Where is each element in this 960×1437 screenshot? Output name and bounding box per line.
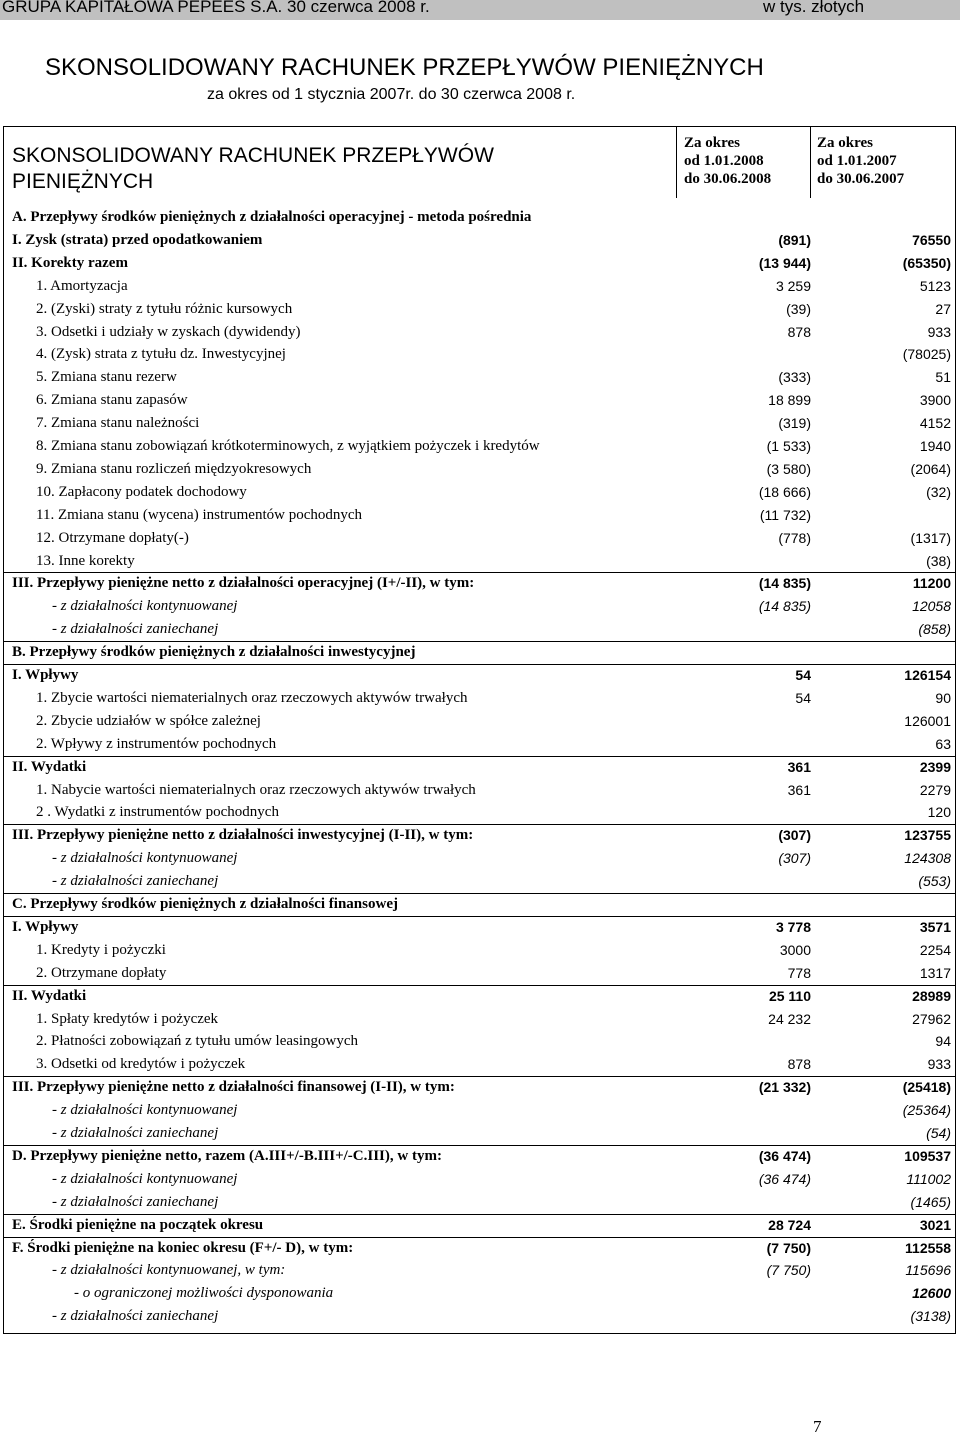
value-2008: 54 bbox=[795, 667, 811, 683]
value-2008: (319) bbox=[778, 415, 811, 431]
table-row bbox=[4, 939, 955, 962]
table-row bbox=[4, 756, 955, 780]
value-2007: 2279 bbox=[919, 782, 951, 798]
value-2008: 25 110 bbox=[768, 988, 811, 1004]
table-row bbox=[4, 527, 955, 550]
value-2008: (14 835) bbox=[758, 575, 811, 591]
value-2007: (1465) bbox=[910, 1194, 951, 1210]
row-label: 1. Kredyty i pożyczki bbox=[36, 942, 166, 958]
value-2007: (38) bbox=[926, 553, 951, 569]
table-row bbox=[4, 1099, 955, 1122]
table-row bbox=[4, 1122, 955, 1145]
value-2008: (36 474) bbox=[758, 1171, 811, 1187]
row-label: E. Środki pieniężne na początek okresu bbox=[12, 1217, 264, 1233]
row-label: A. Przepływy środków pieniężnych z działalności operacyjnej - metoda pośrednia bbox=[12, 209, 532, 225]
table-row bbox=[4, 664, 955, 688]
row-label: - z działalności zaniechanej bbox=[52, 1194, 219, 1210]
value-2007: 109537 bbox=[904, 1148, 951, 1164]
row-label: - z działalności kontynuowanej bbox=[52, 850, 238, 866]
document-title: SKONSOLIDOWANY RACHUNEK PRZEPŁYWÓW PIENIĘŻNYCH bbox=[45, 54, 764, 81]
table-row bbox=[4, 275, 955, 298]
table-row bbox=[4, 779, 955, 802]
column-header-2007: Za okres od 1.01.2007 do 30.06.2007 bbox=[817, 135, 905, 187]
table-row bbox=[4, 985, 955, 1009]
value-2008: 3 778 bbox=[775, 919, 811, 935]
row-label: 11. Zmiana stanu (wycena) instrumentów pochodnych bbox=[36, 507, 363, 523]
table-row bbox=[4, 1191, 955, 1214]
row-label: F. Środki pieniężne na koniec okresu (F+/- D), w tym: bbox=[12, 1240, 354, 1256]
table-row bbox=[4, 962, 955, 985]
value-2008: 18 899 bbox=[768, 392, 811, 408]
value-2007: 124308 bbox=[904, 850, 951, 866]
row-label: - z działalności kontynuowanej bbox=[52, 598, 238, 614]
table-row bbox=[4, 618, 955, 641]
page-number: 7 bbox=[813, 1417, 822, 1436]
table-row bbox=[4, 504, 955, 527]
value-2007: (25418) bbox=[902, 1079, 951, 1095]
value-2007: 1317 bbox=[919, 965, 951, 981]
row-label: 1. Zbycie wartości niematerialnych oraz rzeczowych aktywów trwałych bbox=[36, 690, 468, 706]
value-2007: 112558 bbox=[905, 1240, 951, 1256]
value-2008: (7 750) bbox=[766, 1240, 811, 1256]
table-row bbox=[4, 1282, 955, 1305]
value-2007: 3571 bbox=[919, 919, 951, 935]
row-label: 2. Zbycie udziałów w spółce zależnej bbox=[36, 713, 261, 729]
table-row bbox=[4, 847, 955, 870]
value-2007: (32) bbox=[926, 484, 951, 500]
value-2007: 76550 bbox=[912, 232, 951, 248]
document-period: za okres od 1 stycznia 2007r. do 30 czerwca 2008 r. bbox=[207, 86, 576, 103]
value-2007: 12058 bbox=[912, 598, 951, 614]
value-2007: 51 bbox=[935, 369, 951, 385]
table-row bbox=[4, 298, 955, 321]
value-2008: (39) bbox=[786, 301, 811, 317]
table-row bbox=[4, 252, 955, 275]
row-label: 13. Inne korekty bbox=[36, 553, 135, 569]
value-2008: (1 533) bbox=[766, 438, 811, 454]
table-row bbox=[4, 366, 955, 389]
value-2008: 3 259 bbox=[775, 278, 811, 294]
row-label: III. Przepływy pieniężne netto z działalności finansowej (I-II), w tym: bbox=[12, 1079, 455, 1095]
table-row bbox=[4, 595, 955, 618]
value-2008: (14 835) bbox=[758, 598, 811, 614]
table-row bbox=[4, 572, 955, 596]
row-label: 2. Otrzymane dopłaty bbox=[36, 965, 167, 981]
row-label: 4. (Zysk) strata z tytułu dz. Inwestycyjnej bbox=[36, 346, 286, 362]
value-2007: (858) bbox=[918, 621, 951, 637]
value-2007: 90 bbox=[935, 690, 951, 706]
value-2008: (891) bbox=[778, 232, 811, 248]
row-label: II. Wydatki bbox=[12, 759, 87, 775]
value-2008: (3 580) bbox=[766, 461, 811, 477]
table-row bbox=[4, 389, 955, 412]
value-2007: (54) bbox=[926, 1125, 951, 1141]
value-2008: (778) bbox=[778, 530, 811, 546]
table-row bbox=[4, 412, 955, 435]
value-2007: 3900 bbox=[919, 392, 951, 408]
row-label: III. Przepływy pieniężne netto z działalności inwestycyjnej (I-II), w tym: bbox=[12, 827, 474, 843]
table-row bbox=[4, 801, 955, 824]
table-title: SKONSOLIDOWANY RACHUNEK PRZEPŁYWÓW PIENIĘŻNYCH bbox=[12, 144, 494, 193]
value-2007: (3138) bbox=[910, 1308, 951, 1324]
value-2007: 933 bbox=[927, 324, 951, 340]
table-row bbox=[4, 687, 955, 710]
value-2007: 63 bbox=[935, 736, 951, 752]
row-label: I. Zysk (strata) przed opodatkowaniem bbox=[12, 232, 263, 248]
table-row bbox=[4, 1168, 955, 1191]
value-2007: (2064) bbox=[910, 461, 951, 477]
value-2008: 778 bbox=[787, 965, 811, 981]
row-label: C. Przepływy środków pieniężnych z działalności finansowej bbox=[12, 896, 398, 912]
value-2008: 28 724 bbox=[768, 1217, 811, 1233]
table-row bbox=[4, 1145, 955, 1169]
row-label: - z działalności zaniechanej bbox=[52, 1308, 219, 1324]
table-row bbox=[4, 1214, 955, 1238]
table-row bbox=[4, 870, 955, 893]
row-label: 5. Zmiana stanu rezerw bbox=[36, 369, 177, 385]
value-2007: 123755 bbox=[904, 827, 951, 843]
table-row bbox=[4, 1008, 955, 1031]
value-2008: (13 944) bbox=[758, 255, 811, 271]
row-label: I. Wpływy bbox=[12, 667, 79, 683]
value-2007: 115696 bbox=[905, 1262, 951, 1278]
row-label: II. Wydatki bbox=[12, 988, 87, 1004]
value-2007: 5123 bbox=[919, 278, 951, 294]
value-2007: 2399 bbox=[919, 759, 951, 775]
row-label: 1. Nabycie wartości niematerialnych oraz rzeczowych aktywów trwałych bbox=[36, 782, 476, 798]
row-label: B. Przepływy środków pieniężnych z działalności inwestycyjnej bbox=[12, 644, 416, 660]
row-label: 12. Otrzymane dopłaty(-) bbox=[36, 530, 189, 546]
row-label: 3. Odsetki i udziały w zyskach (dywidendy) bbox=[36, 324, 301, 340]
value-2008: 361 bbox=[787, 759, 811, 775]
company-header: GRUPA KAPITAŁOWA PEPEES S.A. 30 czerwca 2008 r. bbox=[2, 0, 430, 16]
table-row bbox=[4, 321, 955, 344]
table-row bbox=[4, 824, 955, 848]
value-2008: (11 732) bbox=[759, 507, 811, 523]
table-row bbox=[4, 1030, 955, 1053]
table-row bbox=[4, 893, 955, 917]
table-row bbox=[4, 1076, 955, 1100]
value-2008: (7 750) bbox=[766, 1262, 811, 1278]
value-2007: 126001 bbox=[904, 713, 951, 729]
row-label: I. Wpływy bbox=[12, 919, 79, 935]
value-2007: (78025) bbox=[902, 346, 951, 362]
row-label: 3. Odsetki od kredytów i pożyczek bbox=[36, 1056, 246, 1072]
table-row bbox=[4, 206, 955, 229]
value-2008: 878 bbox=[787, 324, 811, 340]
row-label: - z działalności zaniechanej bbox=[52, 1125, 219, 1141]
row-label: III. Przepływy pieniężne netto z działalności operacyjnej (I+/-II), w tym: bbox=[12, 575, 475, 591]
row-label: II. Korekty razem bbox=[12, 255, 128, 271]
row-label: - z działalności zaniechanej bbox=[52, 621, 219, 637]
value-2008: (307) bbox=[778, 827, 811, 843]
value-2007: 126154 bbox=[904, 667, 951, 683]
table-row bbox=[4, 1237, 955, 1261]
value-2007: 3021 bbox=[919, 1217, 951, 1233]
document-header-bar bbox=[0, 0, 960, 20]
value-2008: (36 474) bbox=[758, 1148, 811, 1164]
row-label: 2. Wpływy z instrumentów pochodnych bbox=[36, 736, 277, 752]
value-2008: (18 666) bbox=[758, 484, 811, 500]
row-label: 2 . Wydatki z instrumentów pochodnych bbox=[36, 804, 279, 820]
table-row bbox=[4, 916, 955, 940]
value-2007: 933 bbox=[927, 1056, 951, 1072]
value-2008: 24 232 bbox=[768, 1011, 811, 1027]
table-row bbox=[4, 435, 955, 458]
row-label: - z działalności kontynuowanej, w tym: bbox=[52, 1262, 286, 1278]
value-2007: 12600 bbox=[912, 1285, 951, 1301]
value-2007: (553) bbox=[918, 873, 951, 889]
row-label: 10. Zapłacony podatek dochodowy bbox=[36, 484, 247, 500]
table-row bbox=[4, 733, 955, 756]
row-label: - z działalności kontynuowanej bbox=[52, 1171, 238, 1187]
table-row bbox=[4, 641, 955, 665]
table-row bbox=[4, 1259, 955, 1282]
row-label: 8. Zmiana stanu zobowiązań krótkoterminowych, z wyjątkiem pożyczek i kredytów bbox=[36, 438, 540, 454]
row-label: 6. Zmiana stanu zapasów bbox=[36, 392, 188, 408]
value-2008: 878 bbox=[787, 1056, 811, 1072]
value-2007: 11200 bbox=[912, 575, 951, 591]
value-2007: 4152 bbox=[919, 415, 951, 431]
table-row bbox=[4, 1305, 955, 1328]
row-label: - o ograniczonej możliwości dysponowania bbox=[74, 1285, 334, 1301]
table-row bbox=[4, 1053, 955, 1076]
table-row bbox=[4, 550, 955, 573]
value-2008: 361 bbox=[787, 782, 811, 798]
table-row bbox=[4, 710, 955, 733]
value-2007: 27 bbox=[935, 301, 951, 317]
row-label: D. Przepływy pieniężne netto, razem (A.III+/-B.III+/-C.III), w tym: bbox=[12, 1148, 442, 1164]
value-2007: 28989 bbox=[912, 988, 951, 1004]
value-2007: (1317) bbox=[910, 530, 951, 546]
row-label: 1. Amortyzacja bbox=[36, 278, 128, 294]
value-2008: 3000 bbox=[779, 942, 811, 958]
row-label: 7. Zmiana stanu należności bbox=[36, 415, 200, 431]
value-2007: 2254 bbox=[919, 942, 951, 958]
row-label: 2. (Zyski) straty z tytułu różnic kursowych bbox=[36, 301, 293, 317]
row-label: - z działalności kontynuowanej bbox=[52, 1102, 238, 1118]
value-2007: 1940 bbox=[919, 438, 951, 454]
table-row bbox=[4, 229, 955, 252]
value-2008: 54 bbox=[795, 690, 811, 706]
table-row bbox=[4, 481, 955, 504]
value-2008: (333) bbox=[778, 369, 811, 385]
value-2007: 120 bbox=[927, 804, 951, 820]
unit-label: w tys. złotych bbox=[763, 0, 865, 16]
value-2007: 94 bbox=[935, 1033, 951, 1049]
column-divider bbox=[676, 126, 677, 198]
row-label: - z działalności zaniechanej bbox=[52, 873, 219, 889]
value-2007: (65350) bbox=[902, 255, 951, 271]
value-2007: (25364) bbox=[902, 1102, 951, 1118]
value-2008: (307) bbox=[778, 850, 811, 866]
table-row bbox=[4, 343, 955, 366]
value-2007: 111002 bbox=[906, 1171, 951, 1187]
row-label: 9. Zmiana stanu rozliczeń międzyokresowych bbox=[36, 461, 312, 477]
row-label: 2. Płatności zobowiązań z tytułu umów leasingowych bbox=[36, 1033, 359, 1049]
value-2008: (21 332) bbox=[758, 1079, 811, 1095]
row-label: 1. Spłaty kredytów i pożyczek bbox=[36, 1011, 219, 1027]
column-header-2008: Za okres od 1.01.2008 do 30.06.2008 bbox=[684, 135, 772, 187]
value-2007: 27962 bbox=[912, 1011, 951, 1027]
column-divider bbox=[810, 126, 811, 198]
table-row bbox=[4, 458, 955, 481]
